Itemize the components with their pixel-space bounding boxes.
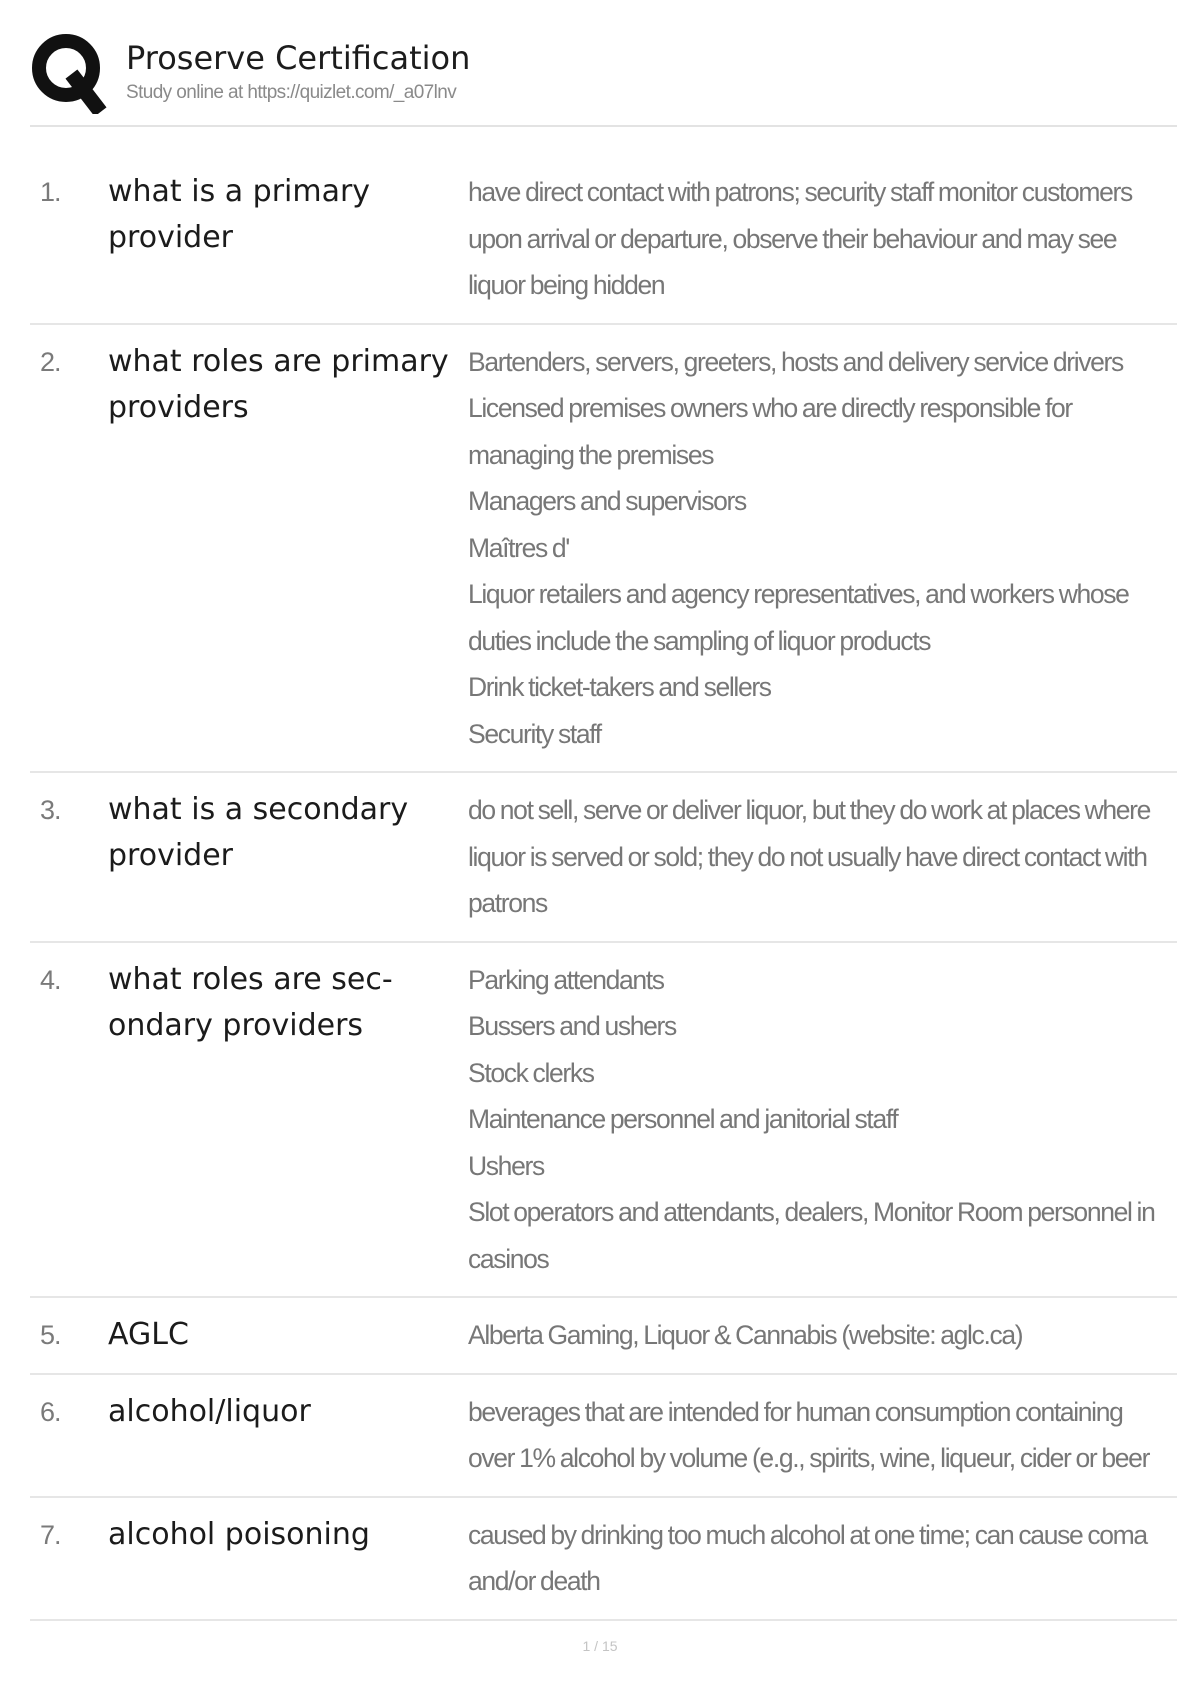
definition-line: Drink ticket-takers and sellers: [468, 672, 771, 702]
quizlet-logo-icon: [30, 30, 108, 114]
card-number: 6.: [40, 1396, 61, 1427]
card-number: 4.: [40, 964, 61, 995]
card-number: 1.: [40, 177, 61, 207]
flashcard-row: [30, 155, 1177, 325]
header-divider: [30, 125, 1177, 127]
flashcard-row: [30, 1298, 1177, 1375]
card-term: alcohol poisoning: [108, 1516, 370, 1552]
set-title: Proserve Certification: [126, 39, 471, 77]
card-definition: [468, 339, 1177, 772]
card-definition: [468, 787, 1177, 941]
flashcard-row: [30, 1498, 1177, 1621]
study-page: [30, 30, 1177, 1621]
card-number: 3.: [40, 795, 61, 825]
card-definition: [468, 1312, 1177, 1373]
definition-line: caused by drinking too much alcohol at one time; can cause coma and/or death: [468, 1519, 1147, 1596]
card-term: what roles are sec-ondary providers: [108, 961, 393, 1043]
flashcard-row: [30, 943, 1177, 1299]
definition-line: Bussers and ushers: [468, 1011, 676, 1041]
definition-line: Maîtres d': [468, 532, 570, 563]
card-term: what is a primary provider: [108, 174, 371, 255]
flashcard-row: [30, 1375, 1177, 1498]
card-term: AGLC: [108, 1317, 189, 1352]
definition-line: Bartenders, servers, greeters, hosts and delivery service drivers: [468, 346, 1123, 377]
card-term: alcohol/liquor: [108, 1393, 311, 1429]
definition-line: do not sell, serve or deliver liquor, but they do work at places where liquor is served or sold; they do not usually have direct contact with patrons: [468, 795, 1151, 918]
card-number: 7.: [40, 1519, 61, 1550]
card-definition: [468, 957, 1177, 1297]
card-definition: [468, 1512, 1177, 1619]
definition-line: Stock clerks: [468, 1057, 594, 1088]
flashcard-list: [30, 155, 1177, 1621]
definition-line: Parking attendants: [468, 964, 664, 995]
definition-line: Licensed premises owners who are directly responsible for managing the premises: [468, 393, 1072, 470]
definition-line: Maintenance personnel and janitorial staff: [468, 1104, 898, 1134]
definition-line: beverages that are intended for human consumption containing over 1% alcohol by volume (e.g., spirits, wine, liqueur, cider or beer: [468, 1396, 1150, 1473]
definition-line: Alberta Gaming, Liquor & Cannabis (website: aglc.ca): [468, 1320, 1023, 1350]
set-url-subtitle: Study online at https://quizlet.com/_a07lnv: [126, 82, 457, 103]
definition-line: Liquor retailers and agency representatives, and workers whose duties include the sampling of liquor products: [468, 579, 1129, 656]
card-number: 5.: [40, 1320, 61, 1350]
page-header: [30, 30, 1177, 125]
card-term: what is a secondary provider: [108, 792, 409, 873]
flashcard-row: [30, 773, 1177, 943]
card-number: 2.: [40, 346, 61, 377]
card-term: what roles are primary providers: [108, 343, 449, 425]
card-definition: [468, 169, 1177, 323]
definition-line: Managers and supervisors: [468, 486, 746, 516]
definition-line: Ushers: [468, 1150, 544, 1181]
definition-line: Security staff: [468, 718, 601, 749]
definition-line: Slot operators and attendants, dealers, Monitor Room personnel in casinos: [468, 1197, 1155, 1274]
definition-line: have direct contact with patrons; security staff monitor customers upon arrival or departure, observe their behaviour and may see liquor being hidden: [468, 177, 1132, 300]
card-definition: [468, 1389, 1177, 1496]
page-indicator: 1 / 15: [582, 1638, 618, 1654]
flashcard-row: [30, 325, 1177, 774]
